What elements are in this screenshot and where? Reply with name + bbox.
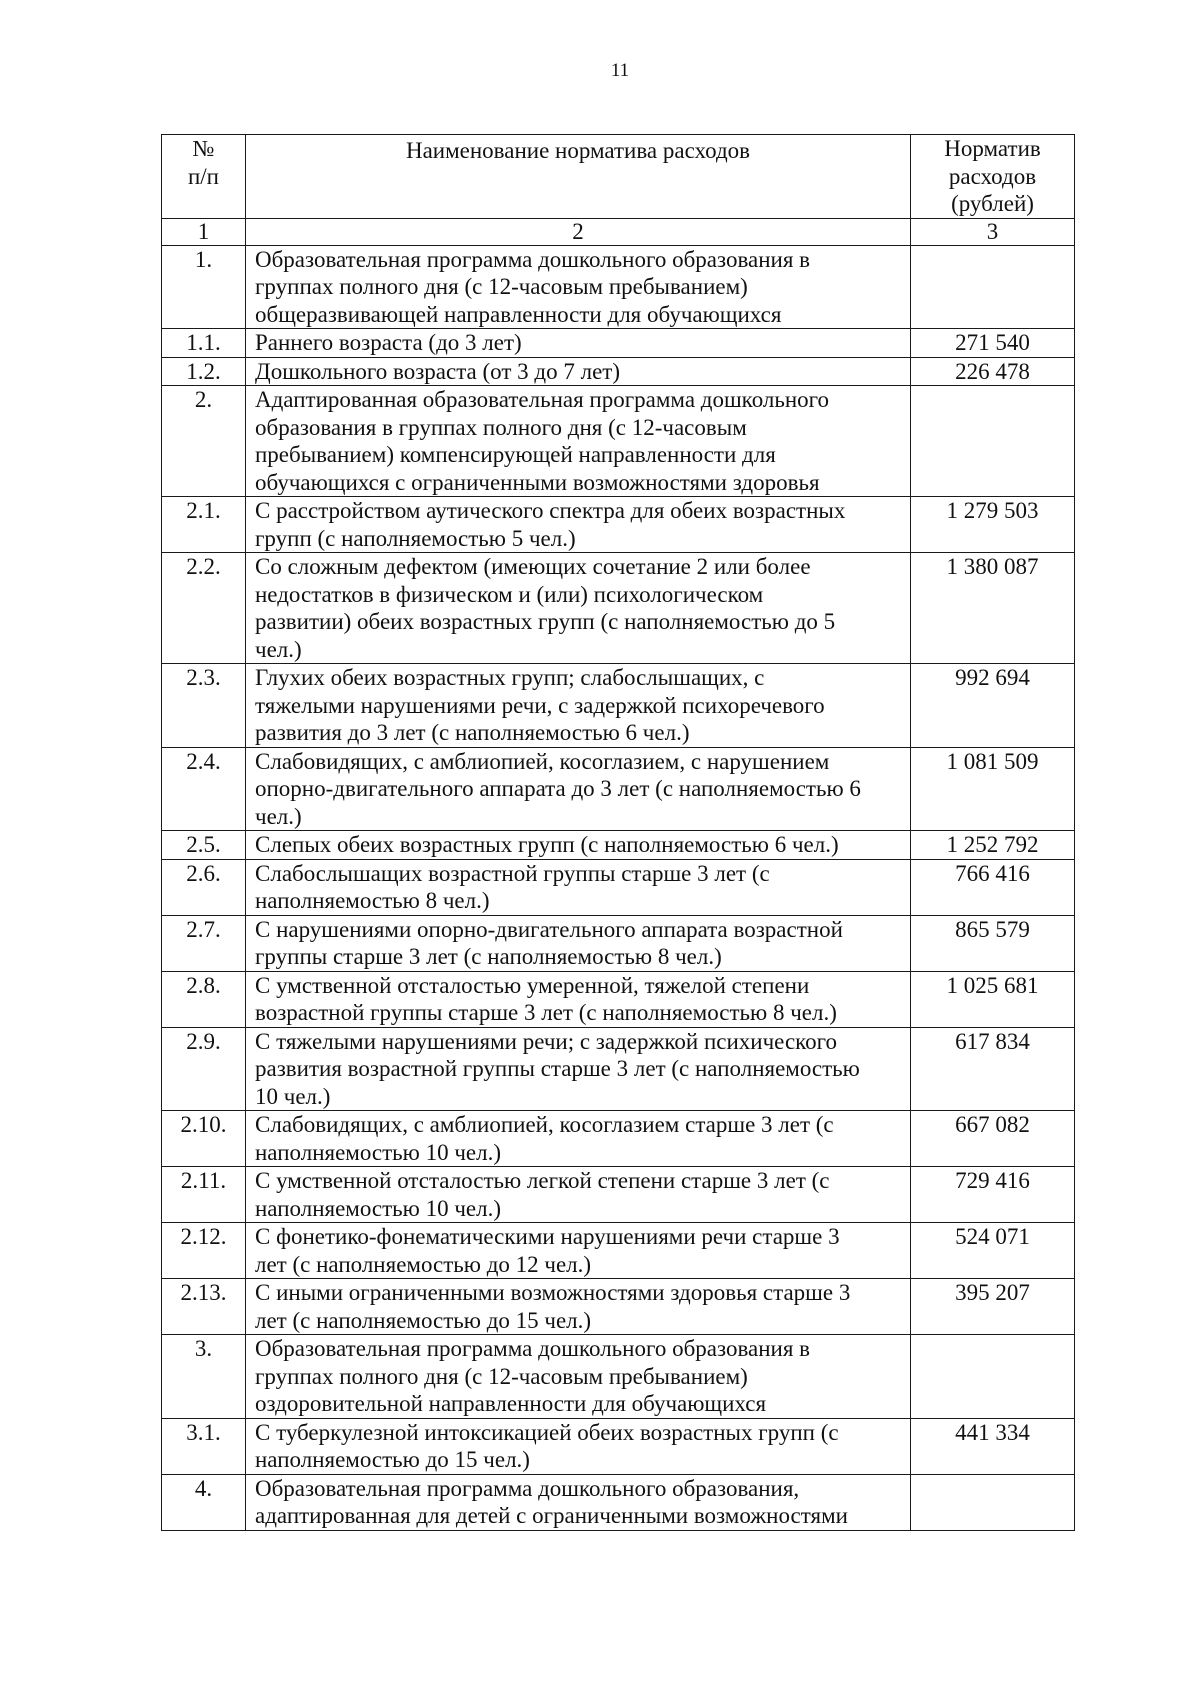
header-name: Наименование норматива расходов: [246, 135, 911, 219]
table-row: [162, 664, 1075, 748]
table-row: [162, 1027, 1075, 1111]
row-value: 865 579: [911, 915, 1075, 971]
row-number: 3.: [162, 1335, 246, 1419]
row-number: 1.1.: [162, 329, 246, 358]
row-value: 1 252 792: [911, 831, 1075, 860]
row-value: 271 540: [911, 329, 1075, 358]
row-number: 1.2.: [162, 357, 246, 386]
row-value: [911, 1335, 1075, 1419]
header-num: № п/п: [162, 135, 246, 219]
row-number: 4.: [162, 1474, 246, 1530]
row-value: [911, 386, 1075, 497]
row-value: 524 071: [911, 1223, 1075, 1279]
row-name: С нарушениями опорно-двигательного аппарата возрастной группы старше 3 лет (с наполняемостью 8 чел.): [246, 915, 911, 971]
row-number: 2.1.: [162, 497, 246, 553]
header-row: [162, 135, 1075, 219]
row-number: 3.1.: [162, 1418, 246, 1474]
row-name: Дошкольного возраста (от 3 до 7 лет): [246, 357, 911, 386]
row-number: 2.11.: [162, 1167, 246, 1223]
row-value: 441 334: [911, 1418, 1075, 1474]
row-name: Слабовидящих, с амблиопией, косоглазием, с нарушением опорно-двигательного аппарата до 3 лет (с наполняемостью 6 чел.): [246, 747, 911, 831]
row-number: 2.10.: [162, 1111, 246, 1167]
column-index-cell: 2: [246, 218, 911, 245]
table-row: [162, 1418, 1075, 1474]
row-number: 2.13.: [162, 1279, 246, 1335]
row-value: 667 082: [911, 1111, 1075, 1167]
row-number: 2.8.: [162, 971, 246, 1027]
table-row: [162, 1111, 1075, 1167]
table-row: [162, 386, 1075, 497]
row-name: Образовательная программа дошкольного образования в группах полного дня (с 12-часовым пребыванием) общеразвивающей направленности для обучающихся: [246, 245, 911, 329]
table-row: [162, 971, 1075, 1027]
table-row: [162, 831, 1075, 860]
row-name: Со сложным дефектом (имеющих сочетание 2 или более недостатков в физическом и (или) психологическом развитии) обеих возрастных групп (с наполняемостью до 5 чел.): [246, 553, 911, 664]
row-number: 2.4.: [162, 747, 246, 831]
row-name: Адаптированная образовательная программа дошкольного образования в группах полного дня (с 12-часовым пребыванием) компенсирующей направленности для обучающихся с ограниченными возможностями здоровья: [246, 386, 911, 497]
row-number: 2.9.: [162, 1027, 246, 1111]
row-name: С тяжелыми нарушениями речи; с задержкой психического развития возрастной группы старше 3 лет (с наполняемостью 10 чел.): [246, 1027, 911, 1111]
header-value: Норматив расходов (рублей): [911, 135, 1075, 219]
column-index-cell: 3: [911, 218, 1075, 245]
table-row: [162, 747, 1075, 831]
row-number: 2.2.: [162, 553, 246, 664]
row-number: 2.7.: [162, 915, 246, 971]
row-name: С иными ограниченными возможностями здоровья старше 3 лет (с наполняемостью до 15 чел.): [246, 1279, 911, 1335]
row-name: Образовательная программа дошкольного образования, адаптированная для детей с ограниченными возможностями: [246, 1474, 911, 1530]
table-row: [162, 245, 1075, 329]
row-value: 766 416: [911, 859, 1075, 915]
row-value: 395 207: [911, 1279, 1075, 1335]
row-number: 2.5.: [162, 831, 246, 860]
row-value: 226 478: [911, 357, 1075, 386]
row-value: 1 279 503: [911, 497, 1075, 553]
table-row: [162, 497, 1075, 553]
table-row: [162, 859, 1075, 915]
row-name: Образовательная программа дошкольного образования в группах полного дня (с 12-часовым пребыванием) оздоровительной направленности для обучающихся: [246, 1335, 911, 1419]
row-number: 2.6.: [162, 859, 246, 915]
row-value: 1 081 509: [911, 747, 1075, 831]
row-number: 1.: [162, 245, 246, 329]
row-name: Глухих обеих возрастных групп; слабослышащих, с тяжелыми нарушениями речи, с задержкой психоречевого развития до 3 лет (с наполняемостью 6 чел.): [246, 664, 911, 748]
row-name: С фонетико-фонематическими нарушениями речи старше 3 лет (с наполняемостью до 12 чел.): [246, 1223, 911, 1279]
table-row: [162, 915, 1075, 971]
row-name: Слабовидящих, с амблиопией, косоглазием старше 3 лет (с наполняемостью 10 чел.): [246, 1111, 911, 1167]
row-value: [911, 245, 1075, 329]
page-number: 11: [610, 60, 630, 81]
row-value: 617 834: [911, 1027, 1075, 1111]
row-name: Слабослышащих возрастной группы старше 3 лет (с наполняемостью 8 чел.): [246, 859, 911, 915]
row-number: 2.3.: [162, 664, 246, 748]
row-name: С умственной отсталостью легкой степени старше 3 лет (с наполняемостью 10 чел.): [246, 1167, 911, 1223]
row-value: 1 025 681: [911, 971, 1075, 1027]
row-name: С расстройством аутического спектра для обеих возрастных групп (с наполняемостью 5 чел.): [246, 497, 911, 553]
row-value: 729 416: [911, 1167, 1075, 1223]
row-name: С умственной отсталостью умеренной, тяжелой степени возрастной группы старше 3 лет (с наполняемостью 8 чел.): [246, 971, 911, 1027]
norm-table: [161, 134, 1075, 1531]
row-name: Раннего возраста (до 3 лет): [246, 329, 911, 358]
row-value: [911, 1474, 1075, 1530]
row-number: 2.12.: [162, 1223, 246, 1279]
table-row: [162, 1279, 1075, 1335]
table-row: [162, 357, 1075, 386]
table-row: [162, 1167, 1075, 1223]
row-number: 2.: [162, 386, 246, 497]
table-row: [162, 329, 1075, 358]
table-row: [162, 553, 1075, 664]
row-value: 992 694: [911, 664, 1075, 748]
column-index-row: [162, 218, 1075, 245]
row-value: 1 380 087: [911, 553, 1075, 664]
table-row: [162, 1335, 1075, 1419]
row-name: С туберкулезной интоксикацией обеих возрастных групп (с наполняемостью до 15 чел.): [246, 1418, 911, 1474]
row-name: Слепых обеих возрастных групп (с наполняемостью 6 чел.): [246, 831, 911, 860]
table-row: [162, 1474, 1075, 1530]
column-index-cell: 1: [162, 218, 246, 245]
table-body: [162, 135, 1075, 1531]
table-row: [162, 1223, 1075, 1279]
